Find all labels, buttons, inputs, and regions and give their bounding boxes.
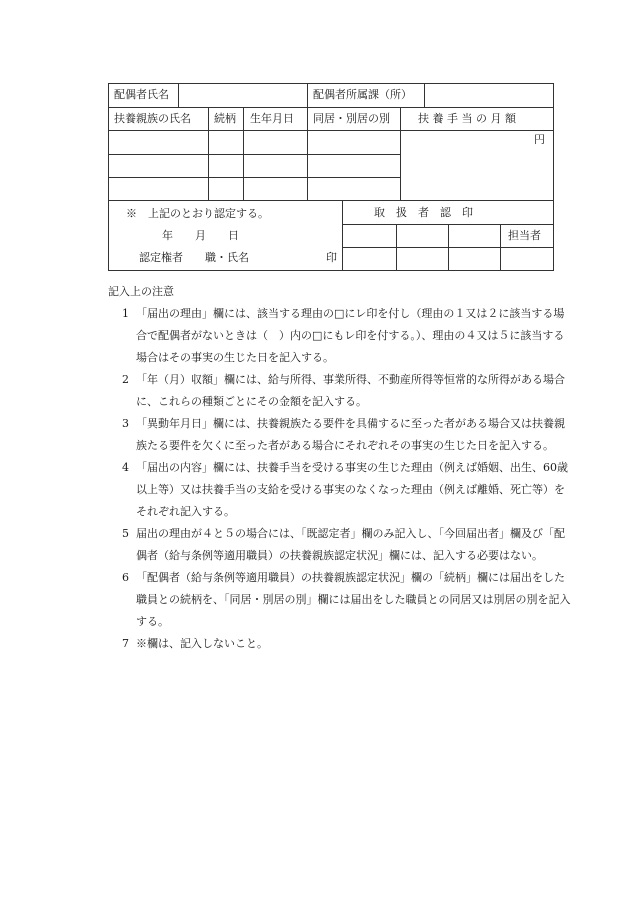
note-number: 7 [122, 637, 129, 650]
dependent-name-label: 扶養親族の氏名 [114, 112, 191, 125]
note-text: 「異動年月日」欄には、扶養親族たる要件を具備するに至った者がある場合又は扶養親族たる要件を欠くに至った者がある場合にそれぞれその事実の生じた日を記入する。 [136, 417, 565, 452]
dependent-certification-form [108, 83, 554, 271]
notes-title: 記入上の注意 [108, 285, 174, 298]
filling-instructions [108, 281, 574, 655]
note-item [108, 303, 574, 369]
note-number: 3 [122, 417, 129, 430]
note-text: 「届出の内容」欄には、扶養手当を受ける事実の生じた理由（例えば婚姻、出生、60歳以上等）又は扶養手当の支給を受ける事実のなくなった理由（例えば離婚、死亡等）をそれぞれ記入する。 [136, 461, 568, 518]
note-number: 2 [122, 373, 129, 386]
note-text: ※欄は、記入しないこと。 [136, 637, 268, 650]
note-text: 届出の理由が４と５の場合には、「既認定者」欄のみ記入し、「今回届出者」欄及び「配偶者（給与条例等適用職員）の扶養親族認定状況」欄には、記入する必要はない。 [136, 527, 565, 562]
person-in-charge-label: 担当者 [508, 229, 541, 242]
note-item [108, 523, 574, 567]
yen-unit: 円 [534, 133, 545, 146]
note-item [108, 369, 574, 413]
note-item [108, 457, 574, 523]
note-number: 5 [122, 527, 129, 540]
seal-mark: 印 [326, 251, 337, 264]
certify-text: ※ 上記のとおり認定する。 [126, 207, 269, 220]
relation-label: 続柄 [214, 112, 236, 125]
spouse-name-label: 配偶者氏名 [114, 88, 169, 101]
note-item [108, 567, 574, 633]
note-text: 「配偶者（給与条例等適用職員）の扶養親族認定状況」欄の「続柄」欄には届出をした職員との続柄を、「同居・別居の別」欄には届出をした職員との同居又は別居の別を記入する。 [136, 571, 571, 628]
monthly-allowance-label: 扶 養 手 当 の 月 額 [418, 112, 516, 125]
authority-label: 認定権者 職・氏名 [139, 251, 249, 264]
note-text: 「年（月）収額」欄には、給与所得、事業所得、不動産所得等恒常的な所得がある場合に、これらの種類ごとにその金額を記入する。 [136, 373, 565, 408]
note-number: 6 [122, 571, 129, 584]
note-number: 4 [122, 461, 129, 474]
note-text: 「届出の理由」欄には、該当する理由の□にレ印を付し（理由の１又は２に該当する場合で配偶者がないときは（ ）内の□にもレ印を付する。）、理由の４又は５に該当する場合はその事実の生じた日を記入する。 [136, 307, 565, 364]
handling-stamp-header: 取 扱 者 認 印 [374, 206, 473, 219]
date-text: 年 月 日 [162, 229, 239, 242]
note-item [108, 413, 574, 457]
cohabit-label: 同居・別居の別 [313, 112, 390, 125]
spouse-dept-label: 配偶者所属課（所） [313, 88, 412, 101]
note-number: 1 [122, 307, 129, 320]
note-item [108, 633, 574, 655]
birthdate-label: 生年月日 [250, 112, 294, 125]
